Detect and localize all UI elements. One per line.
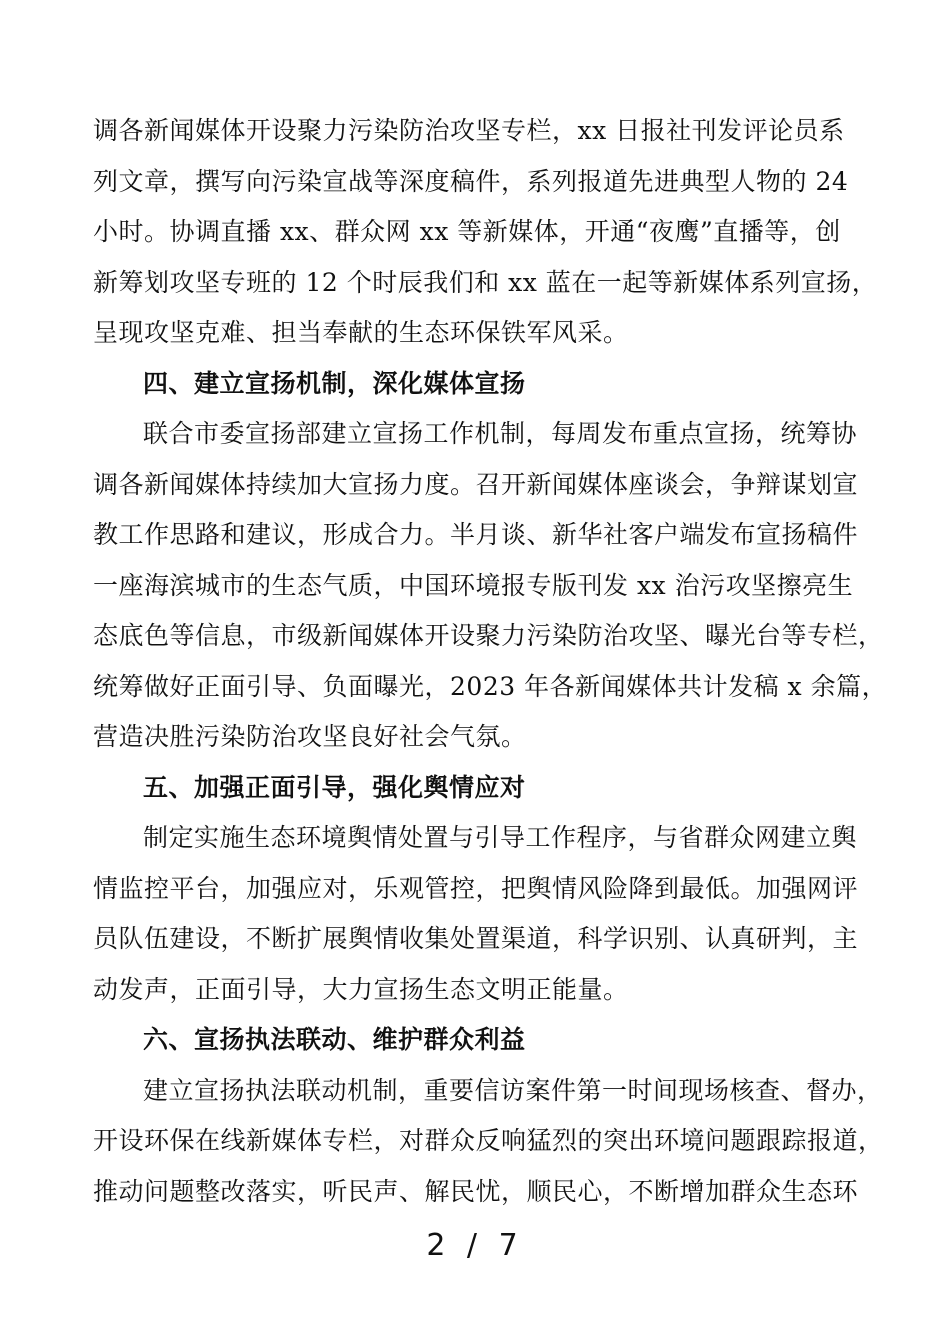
paragraph-line: 情监控平台，加强应对，乐观管控，把舆情风险降到最低。加强网评 xyxy=(93,873,859,903)
paragraph-line: 开设环保在线新媒体专栏，对群众反响猛烈的突出环境问题跟踪报道， xyxy=(93,1126,884,1155)
paragraph-line: 制定实施生态环境舆情处置与引导工作程序，与省群众网建立舆 xyxy=(143,823,858,852)
paragraph-line: 呈现攻坚克难、担当奉献的生态环保铁军风采。 xyxy=(93,318,629,347)
paragraph-line: 联合市委宣扬部建立宣扬工作机制，每周发布重点宣扬，统筹协 xyxy=(143,419,858,448)
paragraph-line: 教工作思路和建议，形成合力。半月谈、新华社客户端发布宣扬稿件 xyxy=(93,520,859,549)
paragraph-line: 员队伍建设，不断扩展舆情收集处置渠道，科学识别、认真研判，主 xyxy=(93,924,859,953)
paragraph-line: 推动问题整改落实，听民声、解民忧，顺民心，不断增加群众生态环 xyxy=(93,1176,859,1206)
page-number: 2 / 7 xyxy=(426,1228,524,1263)
paragraph-line: 列文章，撰写向污染宣战等深度稿件，系列报道先进典型人物的 24 xyxy=(93,166,849,196)
paragraph-line: 调各新闻媒体开设聚力污染防治攻坚专栏，xx 日报社刊发评论员系 xyxy=(93,116,845,145)
paragraph-line: 态底色等信息，市级新闻媒体开设聚力污染防治攻坚、曝光台等专栏， xyxy=(93,621,884,650)
paragraph-line: 调各新闻媒体持续加大宣扬力度。召开新闻媒体座谈会，争辩谋划宣 xyxy=(93,469,859,499)
section-heading-4: 四、建立宣扬机制，深化媒体宣扬 xyxy=(143,368,526,398)
paragraph-line: 小时。协调直播 xx、群众网 xx 等新媒体，开通“夜鹰”直播等，创 xyxy=(93,217,841,246)
paragraph-line: 一座海滨城市的生态气质，中国环境报专版刊发 xx 治污攻坚擦亮生 xyxy=(93,570,854,600)
section-heading-5: 五、加强正面引导，强化舆情应对 xyxy=(143,772,526,802)
paragraph-line: 建立宣扬执法联动机制，重要信访案件第一时间现场核查、督办， xyxy=(143,1075,883,1105)
paragraph-line: 营造决胜污染防治攻坚良好社会气氛。 xyxy=(93,722,527,751)
section-heading-6: 六、宣扬执法联动、维护群众利益 xyxy=(143,1025,526,1054)
paragraph-line: 新筹划攻坚专班的 12 个时辰我们和 xx 蓝在一起等新媒体系列宣扬， xyxy=(93,267,878,297)
paragraph-line: 统筹做好正面引导、负面曝光，2023 年各新闻媒体共计发稿 x 余篇， xyxy=(93,671,888,701)
document-body xyxy=(93,106,888,1217)
paragraph-line: 动发声，正面引导，大力宣扬生态文明正能量。 xyxy=(93,974,629,1004)
